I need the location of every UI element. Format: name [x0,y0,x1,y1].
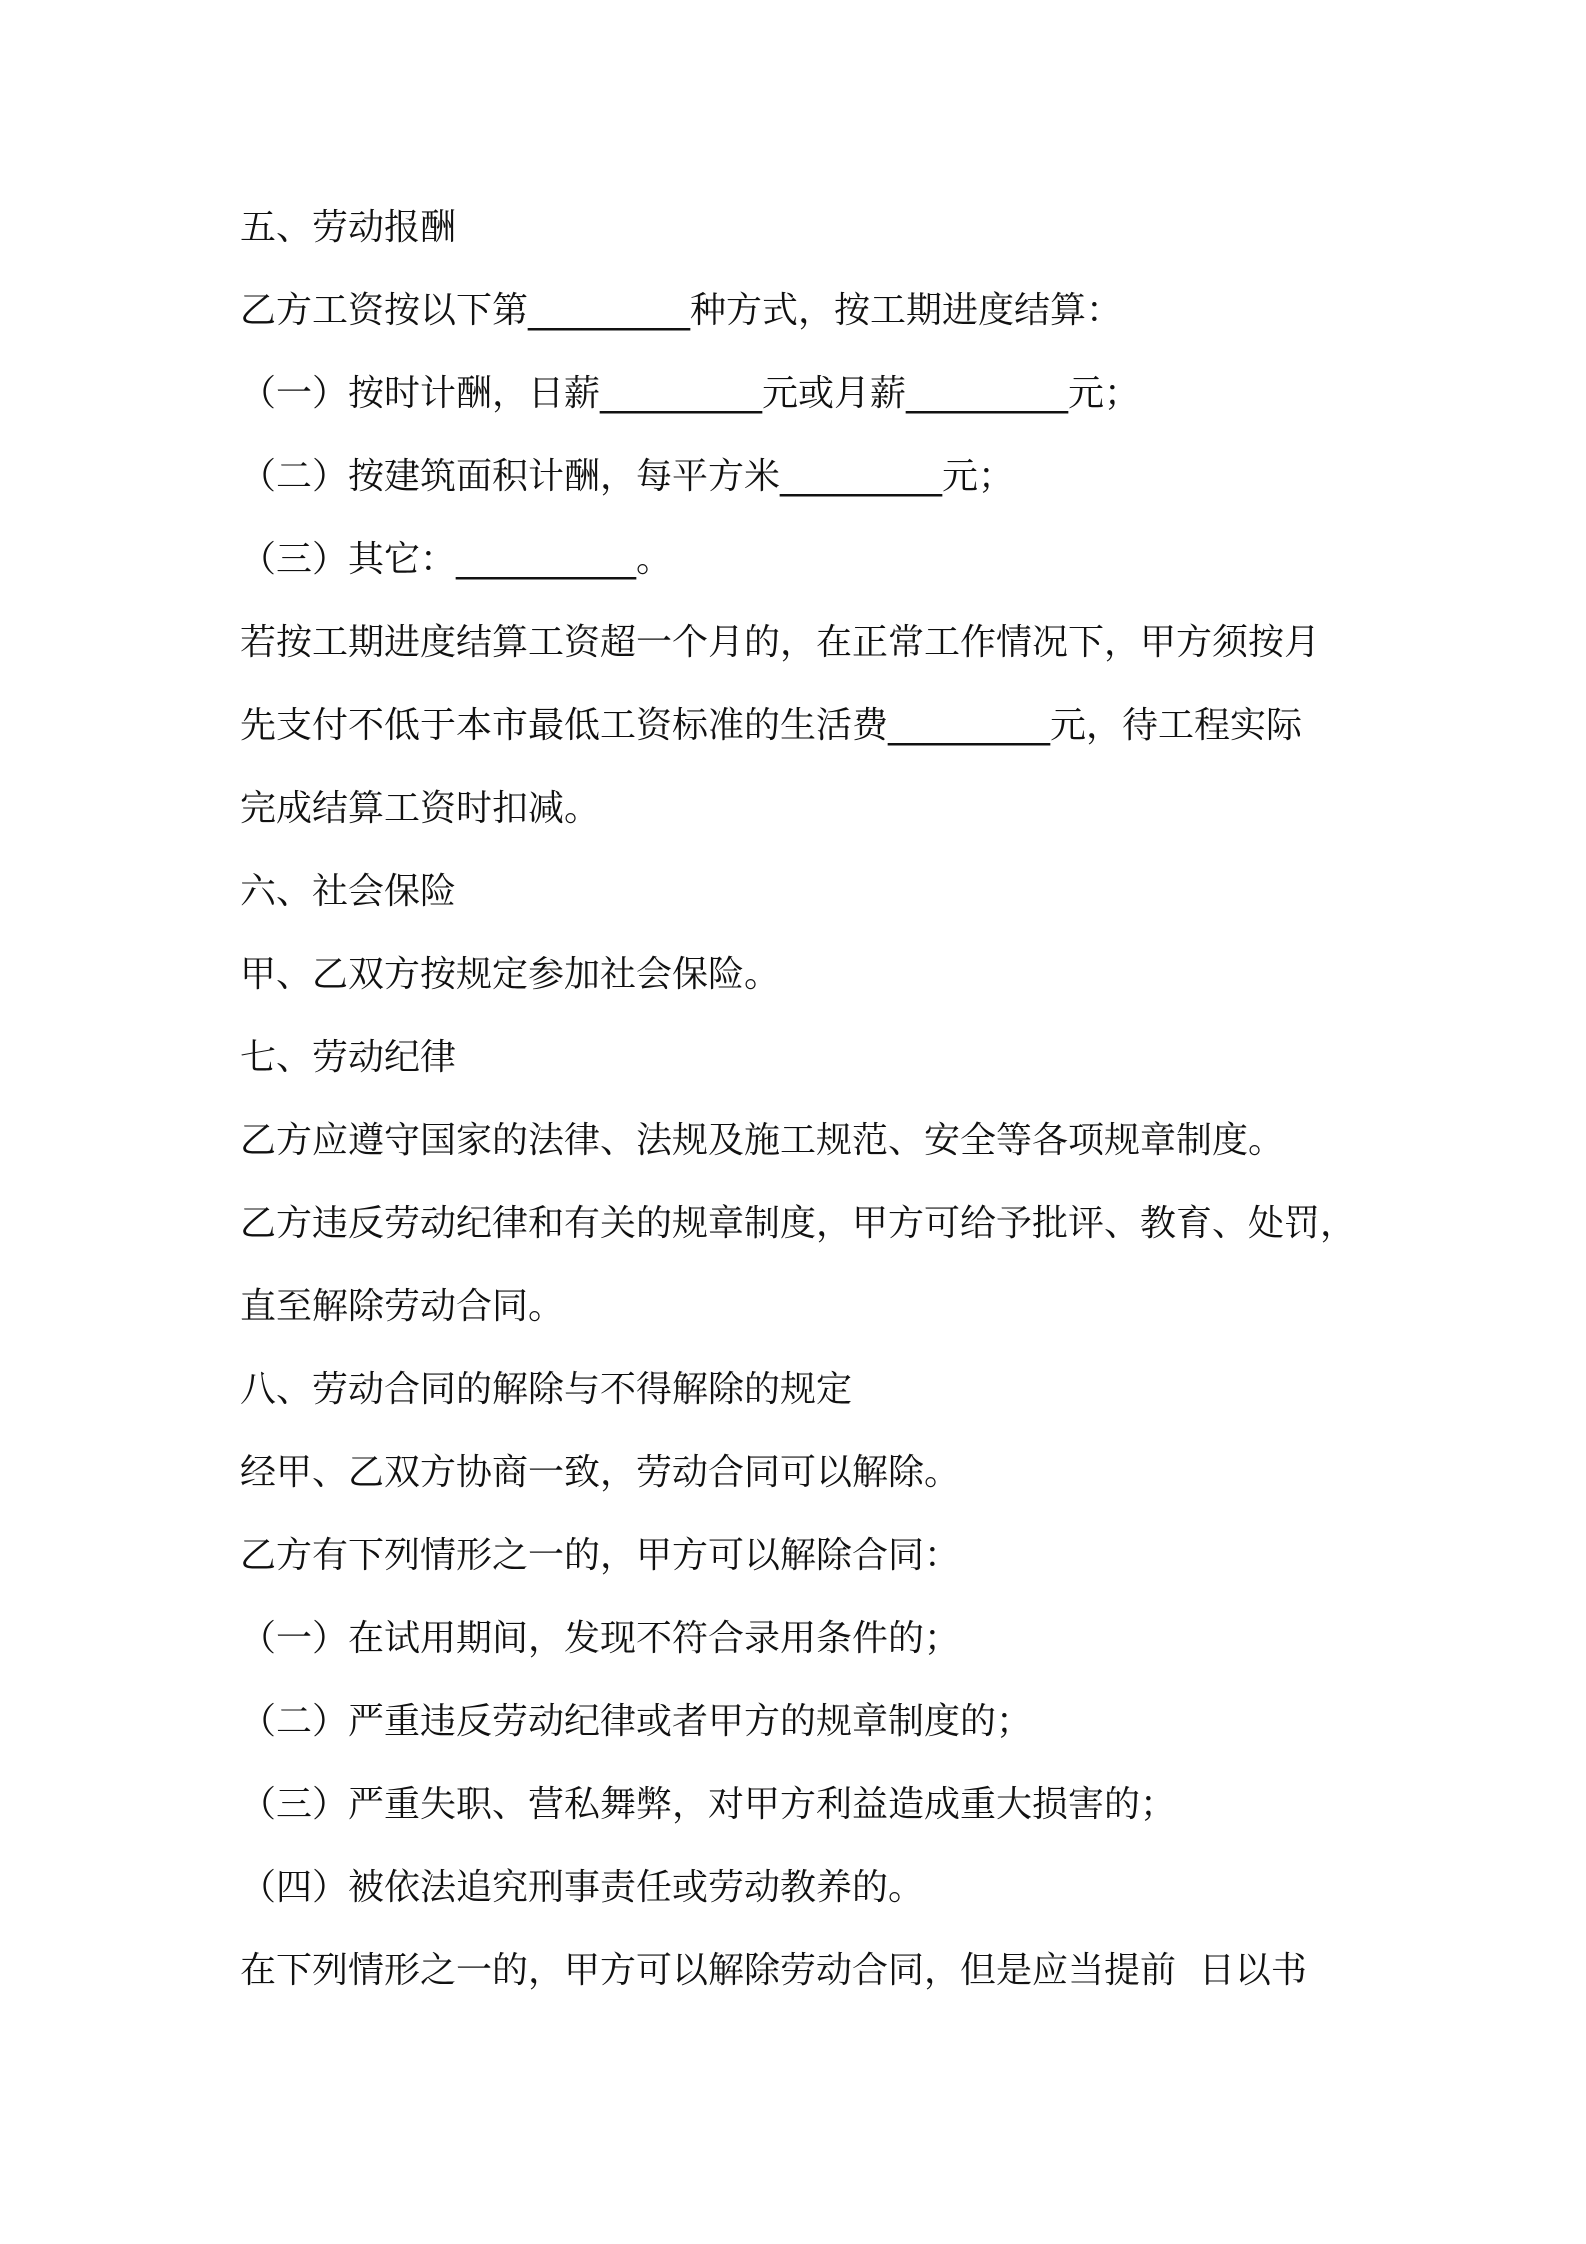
paragraph-line: 若按工期进度结算工资超一个月的，在正常工作情况下，甲方须按月 [240,622,1321,663]
list-item: （一）按时计酬，日薪_________元或月薪_________元； [240,373,1141,414]
list-item: （四）被依法追究刑事责任或劳动教养的。 [240,1867,925,1908]
paragraph-line: 完成结算工资时扣减。 [240,788,601,829]
paragraph-line: 直至解除劳动合同。 [240,1286,565,1327]
paragraph-line: 乙方应遵守国家的法律、法规及施工规范、安全等各项规章制度。 [240,1120,1285,1161]
list-item: （二）按建筑面积计酬，每平方米_________元； [240,456,1015,497]
list-item: （二）严重违反劳动纪律或者甲方的规章制度的； [240,1701,1033,1742]
section-heading-labor-discipline: 七、劳动纪律 [240,1037,457,1078]
paragraph-line: 乙方工资按以下第_________种方式，按工期进度结算： [240,290,1123,331]
paragraph-line: 先支付不低于本市最低工资标准的生活费_________元，待工程实际 [240,705,1303,746]
list-item: （三）其它：__________。 [240,539,673,580]
list-item: （三）严重失职、营私舞弊，对甲方利益造成重大损害的； [240,1784,1177,1825]
list-item: （一）在试用期间，发现不符合录用条件的； [240,1618,961,1659]
section-heading-social-insurance: 六、社会保险 [240,871,457,912]
paragraph-line: 乙方违反劳动纪律和有关的规章制度，甲方可给予批评、教育、处罚， [240,1203,1357,1244]
section-heading-contract-termination: 八、劳动合同的解除与不得解除的规定 [240,1369,853,1410]
paragraph-line: 在下列情形之一的，甲方可以解除劳动合同，但是应当提前 日以书 [240,1950,1307,1991]
paragraph-line: 经甲、乙双方协商一致，劳动合同可以解除。 [240,1452,961,1493]
paragraph-line: 甲、乙双方按规定参加社会保险。 [240,954,781,995]
section-heading-labor-remuneration: 五、劳动报酬 [240,207,457,248]
paragraph-line: 乙方有下列情形之一的，甲方可以解除合同： [240,1535,961,1576]
